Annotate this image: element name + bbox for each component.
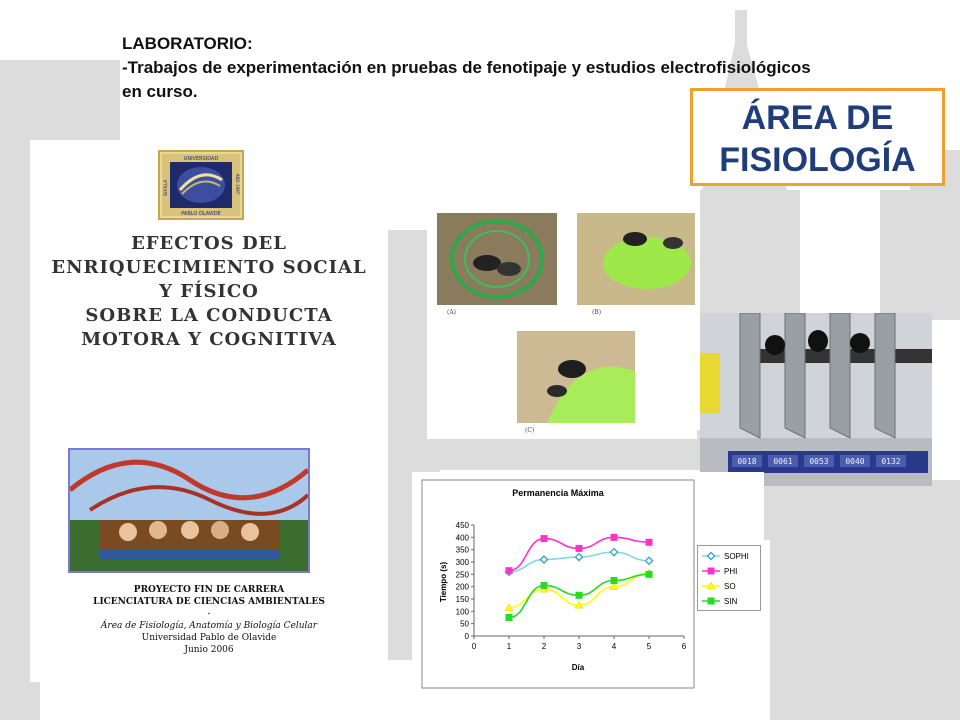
x-axis-label: Día	[571, 663, 585, 672]
footer-department: Área de Fisiología, Anatomía y Biología Celular	[100, 621, 318, 631]
y-axis-label: Tiempo (s)	[439, 561, 448, 603]
legend-label: SIN	[724, 596, 738, 606]
x-tick-label: 3	[576, 642, 582, 651]
data-point	[708, 553, 715, 560]
photo-b-tube	[577, 213, 695, 305]
x-tick-label: 1	[506, 642, 512, 651]
university-logo	[158, 150, 244, 220]
roller-coaster-photo	[68, 448, 310, 573]
rotarod-display: 0132	[881, 457, 901, 466]
legend-label: PHI	[724, 566, 738, 576]
area-fisiologia-box	[690, 88, 945, 186]
y-tick-label: 50	[460, 619, 469, 629]
data-point	[611, 577, 618, 584]
data-point	[646, 539, 653, 546]
lab-label: LABORATORIO:	[122, 34, 253, 53]
data-point	[708, 598, 715, 605]
x-tick-label: 5	[646, 642, 652, 651]
chart-legend	[697, 545, 761, 611]
y-tick-label: 150	[455, 595, 469, 604]
data-point	[506, 614, 513, 621]
logo-bottom-text: PABLO OLAVIDE	[181, 211, 221, 217]
data-point	[541, 582, 548, 589]
footer-dash: -	[207, 609, 211, 619]
data-point	[576, 545, 583, 552]
area-line-1: ÁREA DE	[741, 99, 894, 137]
y-tick-label: 300	[455, 558, 469, 567]
legend-item	[702, 595, 737, 607]
y-tick-label: 400	[455, 533, 469, 543]
y-tick-label: 200	[455, 582, 469, 592]
footer-date: Junio 2006	[184, 645, 234, 655]
legend-swatch	[702, 566, 720, 576]
legend-label: SOPHI	[724, 551, 749, 561]
data-point	[541, 535, 548, 542]
rotarod-device-photo	[700, 313, 932, 486]
footer-degree: LICENCIATURA DE CIENCIAS AMBIENTALES	[93, 597, 325, 607]
y-tick-label: 350	[455, 545, 469, 555]
mice-enrichment-photos	[427, 207, 697, 439]
legend-item	[702, 565, 737, 577]
photo-a-wheel	[437, 213, 557, 305]
legend-label: SO	[724, 581, 736, 591]
data-point	[576, 592, 583, 599]
lab-description: -Trabajos de experimentación en pruebas de fenotipaje y estudios electrofisiológicos en curso.	[122, 58, 811, 101]
footer-university: Universidad Pablo de Olavide	[141, 633, 277, 643]
logo-left-text: SEVILLA	[163, 179, 168, 197]
y-tick-label: 450	[455, 521, 469, 530]
thesis-title-line: Y FÍSICO	[159, 281, 259, 302]
university-seal-icon	[160, 152, 242, 218]
rotarod-display: 0053	[809, 457, 829, 466]
x-tick-label: 0	[471, 642, 477, 651]
thesis-title	[30, 232, 388, 352]
thesis-title-line: ENRIQUECIMIENTO SOCIAL	[51, 257, 367, 278]
footer-project: PROYECTO FIN DE CARRERA	[133, 585, 285, 595]
legend-swatch	[702, 551, 720, 561]
data-point	[708, 568, 715, 575]
y-tick-label: 0	[464, 632, 469, 641]
caption-c: (C)	[525, 427, 535, 434]
x-tick-label: 2	[541, 642, 547, 651]
rotarod-display: 0061	[773, 457, 793, 466]
data-point	[646, 571, 653, 578]
logo-top-text: UNIVERSIDAD	[183, 156, 219, 162]
rotarod-display: 0018	[737, 457, 757, 466]
chart-panel	[412, 472, 764, 692]
y-tick-label: 100	[455, 607, 469, 617]
legend-item	[702, 550, 749, 562]
x-tick-label: 6	[681, 642, 687, 651]
caption-a: (A)	[447, 309, 457, 316]
area-line-2: FISIOLOGÍA	[719, 141, 916, 179]
chart-title: Permanencia Máxima	[512, 488, 604, 498]
legend-swatch	[702, 581, 720, 591]
data-point	[506, 567, 513, 574]
legend-swatch	[702, 596, 720, 606]
legend-item	[702, 580, 736, 592]
thesis-footer	[30, 584, 388, 656]
thesis-title-line: SOBRE LA CONDUCTA	[85, 305, 333, 326]
thesis-cover	[30, 140, 388, 682]
photo-c-tube	[517, 331, 635, 423]
thesis-title-line: MOTORA Y COGNITIVA	[81, 329, 337, 350]
caption-b: (B)	[592, 309, 602, 316]
logo-right-text: AÑO 1997	[235, 173, 240, 195]
thesis-title-line: EFECTOS DEL	[131, 233, 287, 254]
data-point	[611, 534, 618, 541]
rotarod-display: 0040	[845, 457, 865, 466]
y-tick-label: 250	[455, 570, 469, 580]
x-tick-label: 4	[611, 642, 617, 651]
